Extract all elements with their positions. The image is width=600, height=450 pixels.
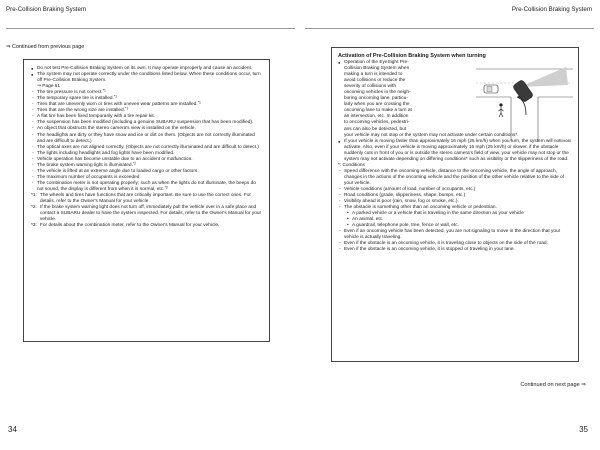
pedestrian-icon bbox=[499, 103, 504, 117]
left-bullet-2: ● The system may not operate correctly under the conditions listed below. When these conditions occur, turn off Pre-Collision Braking System. bbox=[31, 72, 263, 84]
list-item: - Even if the obstacle is an oncoming vehicle, it is stopped or traveling in your lane. bbox=[338, 247, 573, 253]
list-item: - The brake system warning light is illuminated.$^{*2}$ bbox=[31, 163, 263, 169]
list-item: - The vehicle is lifted at an extreme angle due to loaded cargo or other factors. bbox=[31, 169, 263, 175]
list-item: - An object that obstructs the stereo camera's view is installed on the vehicle. bbox=[31, 126, 263, 132]
list-sub-item: • A parked vehicle or a vehicle that is traveling in the same direction as your vehicle bbox=[338, 211, 573, 217]
list-item: - Even if the obstacle is an oncoming vehicle, it is traveling close to objects on the side of the road. bbox=[338, 241, 573, 247]
footnote-2: *2: If the brake system warning light does not turn off, immediately pull the vehicle over in a safe place and contact a SUBARU dealer to have the system inspected. For details, refer to the Owner's Manual for your vehicle. bbox=[31, 205, 262, 223]
footnote-1: *1: The wheels and tires have functions that are critically important. Be sure to use the correct ones. For details, refer to the Owner's Manual for your vehicle. bbox=[31, 192, 251, 205]
right-header-rule bbox=[305, 28, 594, 29]
list-item: - The tire pressure is not correct.$^{*1}$ bbox=[31, 90, 263, 96]
list-sub-item: • An animal, etc. bbox=[338, 217, 573, 223]
right-bullet-2: ● If your vehicle is moving faster than approximately 16 mph (25 km/h) when you turn, the system will not activate. Also, even if your vehicle is moving approximately 16 mph (25 km/h) or slower, if the obstacle suddenly cuts in front of you or is outside the stereo camera's field of view, your vehicle may not stop or the system may not activate depending on differing conditions* such as visibility or the slipperiness of the road. bbox=[338, 139, 573, 163]
section-title: Activation of Pre-Collision Braking System when turning bbox=[338, 53, 486, 59]
page-reference: ⇒ Page 61 bbox=[37, 84, 60, 90]
continued-from-previous: ⇒ Continued from previous page bbox=[6, 44, 85, 50]
detection-area bbox=[520, 67, 568, 87]
list-item: - The optical axes are not aligned correctly. (Objects are not correctly illuminated and are difficult to detect.) bbox=[31, 145, 263, 151]
conditions-label: *: Conditions bbox=[338, 162, 365, 168]
list-item: - Visibility ahead is poor (rain, snow, fog or smoke, etc.). bbox=[338, 199, 573, 205]
oncoming-vehicle-icon bbox=[484, 85, 498, 93]
list-item: - The combination meter is not operating properly; such as when the lights do not illuminate, the beeps do not sound, the display is different from when it is normal, etc.$^{*3}$ bbox=[31, 181, 263, 193]
list-item: - The suspension has been modified (including a genuine SUBARU suspension that has been modified). bbox=[31, 120, 263, 126]
list-item: - A flat tire has been fixed temporarily with a tire repair kit. bbox=[31, 114, 263, 120]
continued-on-next: Continued on next page ⇒ bbox=[520, 382, 586, 388]
figure-code: S04088 bbox=[559, 139, 571, 143]
list-item: - Tires that are unevenly worn or tires with uneven wear patterns are installed.$^{*1}$ bbox=[31, 102, 263, 108]
left-warning-box bbox=[23, 59, 270, 342]
left-page-header: Pre-Collision Braking System bbox=[6, 6, 87, 13]
conditions-list bbox=[338, 169, 573, 254]
footnote-3: *3: For details about the combination meter, refer to the Owner's Manual for your vehicle. bbox=[31, 223, 220, 229]
list-item: - The maximum number of occupants is exceeded. bbox=[31, 175, 263, 181]
condition-list bbox=[31, 90, 263, 193]
list-item: - The headlights are dirty or they have snow and ice or dirt on them. (Objects are not correctly illuminated and are difficult to detect.) bbox=[31, 133, 263, 145]
list-item: - Speed difference with the oncoming vehicle, distance to the oncoming vehicle, the angle of approach, changes in the actions of the oncoming vehicle and the position of the other vehicle relative to the side of your vehicle. bbox=[338, 169, 573, 187]
list-sub-item: • A guardrail, telephone pole, tree, fence or wall, etc. bbox=[338, 223, 573, 229]
footnotes bbox=[31, 193, 263, 229]
page-number-left: 34 bbox=[8, 425, 17, 434]
list-item: - Even if an oncoming vehicle has been detected, you are not signaling to move in the direction that your vehicle is actually traveling. bbox=[338, 229, 573, 241]
list-item: - The temporary spare tire is installed.$^{*1}$ bbox=[31, 96, 263, 102]
left-header-rule bbox=[6, 28, 295, 29]
list-item: - The obstacle is something other than an oncoming vehicle or pedestrian. bbox=[338, 205, 573, 211]
right-bullet-1: ● Operation of the EyeSight Pre- Collision Braking System when making a turn is intended to avoid collisions or reduce the severity of collisions with oncoming vehicles in the neigh- boring oncoming lane, particu- larly when you are crossing the oncoming lane to make a turn at an intersection, etc. In addition to oncoming vehicles, pedestri- ans can also be detected, but your vehicle may not stop or the system may not activate under certain conditions*. bbox=[338, 60, 573, 139]
list-item: - Tires that are the wrong size are installed.$^{*1}$ bbox=[31, 108, 263, 114]
left-bullet-1: ● Do not test Pre-Collision Braking System on its own. It may operate improperly and cause an accident. bbox=[31, 66, 263, 72]
list-item: - Vehicle operation has become unstable due to an accident or malfunction. bbox=[31, 157, 263, 163]
list-item: - Road conditions (grade, slipperiness, shape, bumps, etc.) bbox=[338, 193, 573, 199]
list-item: - The lights including headlights and fog lights have been modified. bbox=[31, 151, 263, 157]
page-number-right: 35 bbox=[579, 425, 588, 434]
right-page-header: Pre-Collision Braking System bbox=[511, 6, 592, 13]
turn-arrowhead-icon bbox=[517, 96, 520, 100]
turning-illustration bbox=[476, 63, 573, 145]
list-item: - Vehicle conditions (amount of load, number of occupants, etc.) bbox=[338, 187, 573, 193]
